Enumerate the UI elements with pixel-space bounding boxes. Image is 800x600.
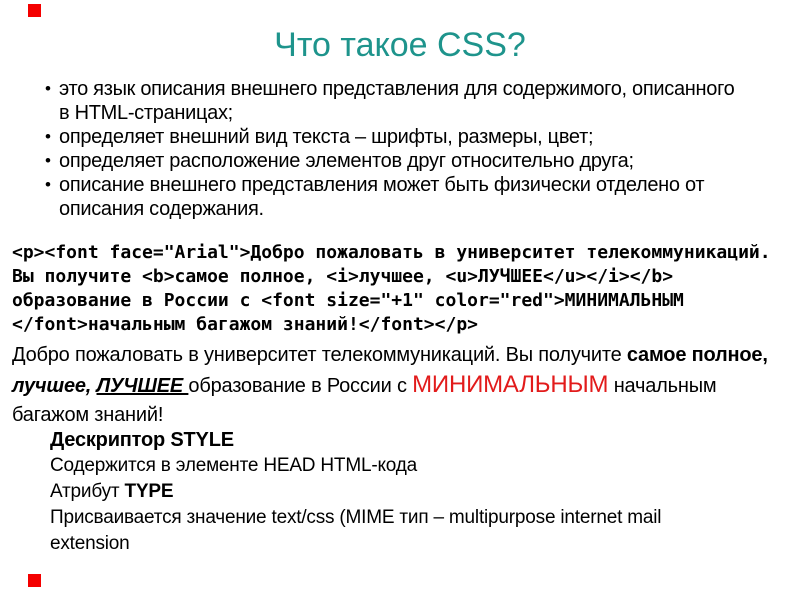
bullet-line: определяет расположение элементов друг относительно друга;	[59, 150, 634, 172]
descriptor-text: Атрибут	[50, 481, 125, 502]
descriptor-line: Содержится в элементе HEAD HTML-кода	[50, 455, 417, 476]
list-item	[45, 77, 770, 125]
bullet-line: определяет внешний вид текста – шрифты, размеры, цвет;	[59, 126, 594, 148]
rendered-text: багажом знаний!	[12, 404, 164, 426]
rendered-html-paragraph	[12, 341, 794, 430]
bullet-line: в HTML-страницах;	[59, 102, 233, 124]
code-line: <p><font face="Arial">Добро пожаловать в университет телекоммуникаций.	[12, 242, 771, 263]
list-item	[45, 173, 770, 221]
rendered-red-text: МИНИМАЛЬНЫМ	[412, 371, 609, 398]
descriptor-line: extension	[50, 533, 130, 554]
rendered-text: Добро пожаловать в университет телекоммуникаций. Вы получите	[12, 344, 627, 366]
bullet-line: описание внешнего представления может быть физически отделено от	[59, 174, 705, 196]
code-line: образование в России с <font size="+1" color="red">МИНИМАЛЬНЫМ	[12, 290, 684, 311]
descriptor-line	[50, 479, 780, 505]
list-item	[45, 149, 770, 173]
rendered-text: начальным	[608, 375, 717, 397]
code-line: </font>начальным багажом знаний!</font></p>	[12, 314, 478, 335]
rendered-text: образование в России с	[188, 375, 413, 397]
descriptor-heading: Дескриптор STYLE	[50, 429, 234, 451]
list-item	[45, 125, 770, 149]
code-line: Вы получите <b>самое полное, <i>лучшее, <u>ЛУЧШЕЕ</u></i></b>	[12, 266, 674, 287]
rendered-underlined-text: ЛУЧШЕЕ	[96, 375, 189, 397]
bullet-line: описания содержания.	[59, 198, 264, 220]
red-corner-marker-bottom	[28, 574, 41, 587]
rendered-bold-text: самое полное,	[626, 344, 768, 366]
bullet-list	[45, 77, 770, 221]
html-code-sample	[12, 241, 792, 337]
red-corner-marker-top	[28, 4, 41, 17]
descriptor-line: Присваивается значение text/css (MIME тип – multipurpose internet mail	[50, 507, 662, 528]
descriptor-bold-text: TYPE	[124, 481, 174, 502]
bullet-line: это язык описания внешнего представления для содержимого, описанного	[59, 78, 735, 100]
rendered-bold-italic-text: лучшее,	[12, 375, 97, 397]
page-title: Что такое CSS?	[274, 26, 526, 64]
style-descriptor-block	[50, 427, 780, 557]
